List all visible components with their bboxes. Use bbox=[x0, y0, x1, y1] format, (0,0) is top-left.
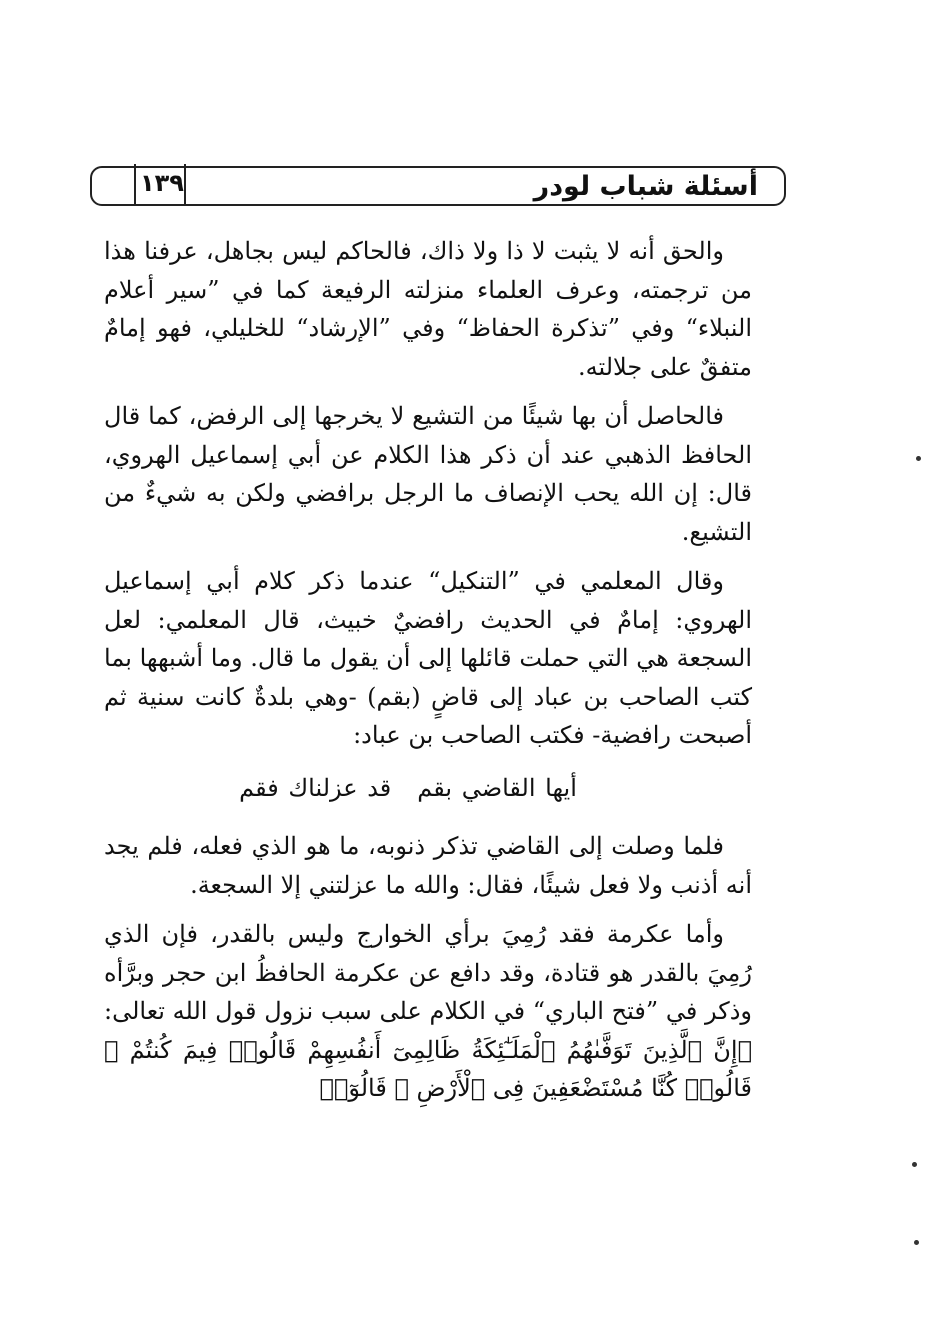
paragraph-1: والحق أنه لا يثبت لا ذا ولا ذاك، فالحاكم ليس بجاهل، عرفنا هذا من ترجمته، وعرف العلماء منزلته الرفيعة كما في ”سير أعلام النبلاء“ وفي ”تذكرة الحفاظ“ وفي ”الإرشاد“ للخليلي، فهو إمامٌ متفقٌ على جلالته. bbox=[104, 237, 752, 381]
poetry-verse bbox=[104, 769, 752, 808]
page-number: ١٣٩ bbox=[140, 169, 184, 197]
paragraph-4: فلما وصلت إلى القاضي تذكر ذنوبه، ما هو الذي فعله، فلم يجد أنه أذنب ولا فعل شيئًا، فقال: والله ما عزلتني إلا السجعة. bbox=[104, 832, 752, 899]
body-text bbox=[104, 232, 752, 1119]
scan-speck bbox=[914, 1240, 919, 1245]
scan-speck bbox=[916, 456, 921, 461]
verse-first-hemistich: أيها القاضي بقم bbox=[417, 773, 577, 802]
verse-second-hemistich: قد عزلناك فقم bbox=[239, 773, 392, 802]
scan-speck bbox=[912, 1162, 917, 1167]
paragraph-2: فالحاصل أن بها شيئًا من التشيع لا يخرجها إلى الرفض، كما قال الحافظ الذهبي عند أن ذكر هذا الكلام عن أبي إسماعيل الهروي، قال: إن الله يحب الإنصاف ما الرجل برافضي ولكن به شيءٌ من التشيع. bbox=[104, 402, 752, 546]
book-title: أسئلة شباب لودر bbox=[533, 171, 758, 202]
paragraph-3: وقال المعلمي في ”التنكيل“ عندما ذكر كلام أبي إسماعيل الهروي: إمامٌ في الحديث رافضيٌ خبيث، قال المعلمي: لعل السجعة هي التي حملت قائلها إلى أن يقول ما قال. وما أشبهها بما كتب الصاحب بن عباد إلى قاضٍ (بقم) -وهي بلدةٌ كانت سنية ثم أصبحت رافضية- فكتب الصاحب بن عباد: bbox=[104, 567, 752, 749]
running-header bbox=[90, 166, 786, 206]
paragraph-5: وأما عكرمة فقد رُمِيَ برأي الخوارج وليس بالقدر، فإن الذي رُمِيَ بالقدر هو قتادة، وقد دافع عن عكرمة الحافظُ ابن حجر وبرَّأه وذكر في ”فتح الباري“ في الكلام على سبب نزول قول الله تعالى: ﴿إِنَّ ٱلَّذِينَ تَوَفَّىٰهُمُ ٱلْمَلَـٰٓئِكَةُ ظَالِمِىٓ أَنفُسِهِمْ قَالُوا۟ فِيمَ كُنتُمْ ۖ قَالُوا۟ كُنَّا مُسْتَضْعَفِينَ فِى ٱلْأَرْضِ ۚ قَالُوٓا۟ bbox=[104, 920, 752, 1102]
page-number-box bbox=[134, 164, 186, 204]
